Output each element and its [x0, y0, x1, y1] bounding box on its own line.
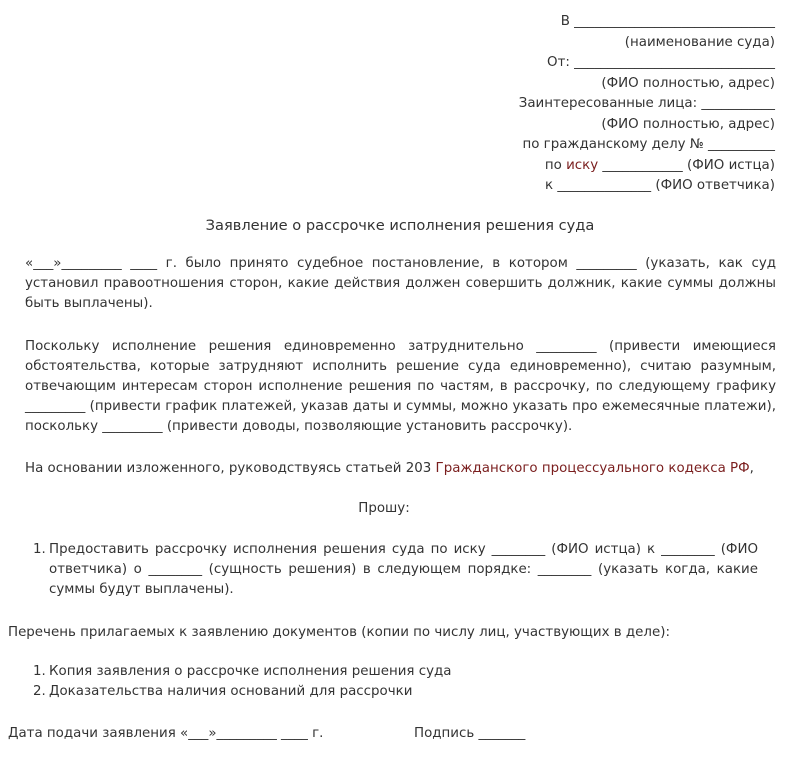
request-item-text: Предоставить рассрочку исполнения решения суда по иску ________ (ФИО истца) к ________ (ФИО ответчика) о ________ (сущность решения) в следующем порядке: ________ (указать когда, какие суммы будут выплачены).	[49, 542, 758, 597]
request-heading: Прошу:	[358, 501, 410, 516]
request-item	[33, 540, 758, 600]
attachment-item-text: Копия заявления о рассрочке исполнения решения суда	[49, 664, 452, 679]
signature-line: Подпись _______	[414, 726, 526, 741]
attachments-heading: Перечень прилагаемых к заявлению документов (копии по числу лиц, участвующих в деле):	[8, 625, 670, 640]
court-line: В ______________________________	[560, 14, 775, 29]
civil-procedure-code-link[interactable]: Гражданского процессуального кодекса РФ	[435, 461, 750, 476]
paragraph-decision: «___»_________ ____ г. было принято судебное постановление, в котором _________ (указать, как суд установил правоотношения сторон, какие действия должен совершить должник, какие суммы должны быть выплачены).	[25, 256, 776, 311]
attachment-item	[33, 662, 753, 682]
request-item-number: 1.	[33, 542, 46, 557]
from-line: От: ______________________________	[547, 55, 775, 70]
claim-prefix: по	[544, 157, 567, 173]
defendant-line: к ______________ (ФИО ответчика)	[545, 178, 775, 193]
paragraph-legal-basis	[25, 459, 776, 479]
legal-basis-suffix: ,	[749, 461, 754, 476]
court-caption: (наименование суда)	[624, 34, 775, 50]
claim-suffix: ____________ (ФИО истца)	[598, 157, 775, 173]
case-line: по гражданскому делу № __________	[522, 137, 775, 152]
addressee-block	[255, 12, 775, 197]
attachments-list	[33, 662, 753, 702]
attachment-item	[33, 682, 753, 702]
legal-basis-prefix: На основании изложенного, руководствуясь статьей 203	[25, 461, 436, 476]
claim-link[interactable]: иску	[566, 157, 599, 173]
interested-line: Заинтересованные лица: ___________	[518, 96, 775, 111]
interested-caption: (ФИО полностью, адрес)	[601, 116, 775, 132]
filing-date: Дата подачи заявления «___»_________ ____ г.	[8, 726, 324, 741]
request-list	[33, 540, 758, 600]
attachment-item-text: Доказательства наличия оснований для рассрочки	[49, 684, 413, 699]
claim-line	[255, 156, 775, 177]
attachment-item-number: 2.	[33, 684, 46, 699]
document-title: Заявление о рассрочке исполнения решения суда	[205, 217, 595, 234]
from-caption: (ФИО полностью, адрес)	[601, 75, 775, 91]
attachment-item-number: 1.	[33, 664, 46, 679]
paragraph-grounds: Поскольку исполнение решения единовременно затруднительно _________ (привести имеющиеся обстоятельства, которые затрудняют исполнить решение суда единовременно), считаю разумным, отвечающим интересам сторон исполнение решения по частям, в рассрочку, по следующему графику _________ (привести график платежей, указав даты и суммы, можно указать про ежемесячные платежи), поскольку _________ (привести доводы, позволяющие установить рассрочку).	[25, 339, 776, 434]
